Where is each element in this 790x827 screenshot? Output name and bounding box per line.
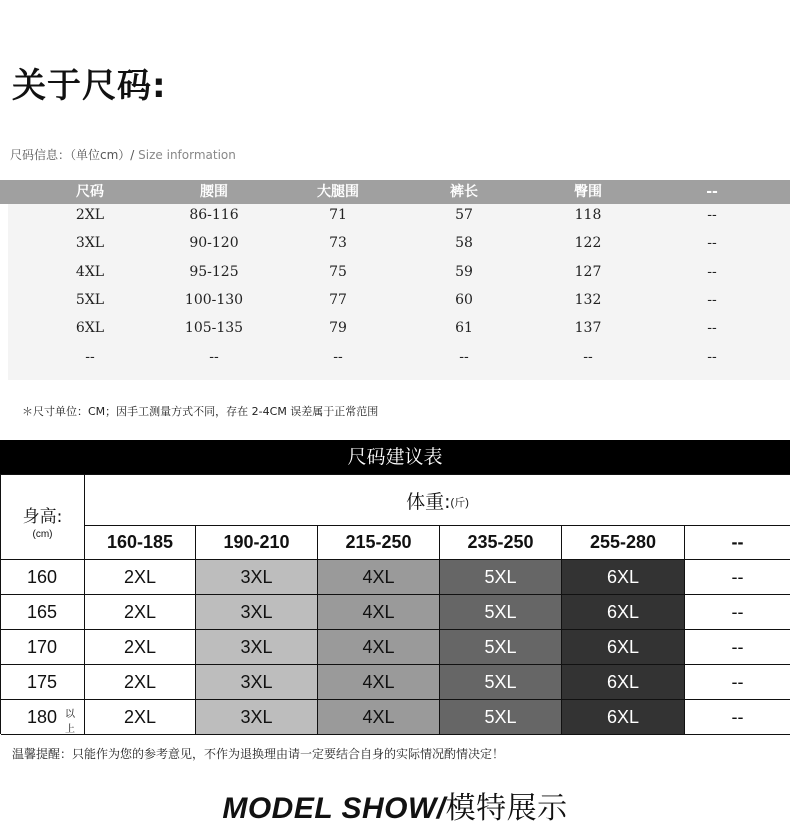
size-chart-cell: 132 [574, 291, 602, 308]
size-info-english: Size information [134, 148, 236, 162]
size-suggestion-cell: 4XL [318, 665, 440, 700]
size-chart-cell: 3XL [75, 235, 105, 252]
weight-range-cell: 235-250 [440, 526, 562, 560]
size-chart-cell: -- [707, 320, 717, 337]
size-chart-cell: 100-130 [184, 291, 244, 308]
height-value: 175 [27, 671, 58, 692]
size-chart-header-cell: -- [706, 184, 718, 200]
size-chart-cell: 61 [455, 320, 473, 337]
weight-unit: (斤) [450, 497, 469, 509]
size-chart-cell: 75 [329, 263, 347, 280]
height-value-cell [1, 700, 85, 735]
size-chart-cell: 95-125 [189, 263, 239, 280]
size-suggestion-cell: -- [685, 630, 790, 665]
size-chart-cell: -- [333, 348, 343, 365]
size-chart-header-cell: 裤长 [450, 184, 478, 200]
size-chart-cell: -- [459, 348, 469, 365]
size-chart-cell: -- [583, 348, 593, 365]
weight-range-cell: 255-280 [562, 526, 685, 560]
size-suggestion-cell: 4XL [318, 595, 440, 630]
size-chart-cell: 86-116 [189, 207, 239, 223]
size-suggestion-cell: 2XL [85, 630, 196, 665]
model-show-cn: 模特展示 [445, 791, 568, 826]
height-value: 160 [27, 566, 58, 587]
size-suggestion-cell: -- [685, 560, 790, 595]
size-chart-cell: -- [707, 263, 717, 280]
height-value: 165 [27, 601, 58, 622]
size-chart-cell: 73 [329, 235, 347, 252]
size-chart-cell: 90-120 [189, 235, 239, 252]
measurement-note: ＊尺寸单位：CM；因手工测量方式不同，存在 2-4CM 误差属于正常范围 [22, 405, 379, 418]
height-label-cell [1, 475, 85, 560]
size-suggestion-cell: 5XL [440, 700, 562, 735]
size-chart-cell: 71 [329, 207, 347, 223]
size-suggestion-cell: 2XL [85, 700, 196, 735]
weight-range-cell: 190-210 [196, 526, 318, 560]
size-info-prefix: 尺码信息：（单位cm）/ [10, 148, 135, 162]
size-suggestion-cell: 3XL [196, 595, 318, 630]
reminder-note: 温馨提醒：只能作为您的参考意见，不作为退换理由请一定要结合自身的实际情况酌情决定！ [12, 747, 505, 761]
size-chart-cell: 5XL [75, 291, 105, 308]
size-chart-header-row [0, 180, 790, 204]
size-chart-cell: -- [209, 348, 219, 365]
height-label: 身高: [22, 507, 63, 527]
size-chart-cell: -- [707, 291, 717, 308]
size-suggestion-cell: 5XL [440, 595, 562, 630]
size-chart-cell: -- [707, 348, 717, 365]
size-chart-header-cell: 臀围 [574, 184, 602, 200]
size-suggestion-cell: 6XL [562, 560, 685, 595]
size-suggestion-cell: 6XL [562, 595, 685, 630]
size-chart-table [0, 180, 790, 380]
size-suggestion-cell: 5XL [440, 560, 562, 595]
size-suggestion-cell: 5XL [440, 630, 562, 665]
size-suggestion-cell: 2XL [85, 560, 196, 595]
height-suffix: 以上 [65, 708, 76, 735]
size-suggestion-cell: 5XL [440, 665, 562, 700]
size-suggestion-cell: 6XL [562, 630, 685, 665]
size-suggestion-cell: 3XL [196, 700, 318, 735]
size-suggestion-cell: 2XL [85, 595, 196, 630]
model-show-heading [0, 783, 790, 827]
size-chart-cell: -- [707, 235, 717, 252]
height-value-cell [1, 665, 85, 700]
size-chart-header-cell: 腰围 [200, 184, 228, 200]
size-suggestion-cell: 4XL [318, 630, 440, 665]
size-chart-body [8, 204, 790, 380]
height-value-cell [1, 560, 85, 595]
size-suggestion-title: 尺码建议表 [0, 440, 790, 474]
size-chart-cell: 137 [574, 320, 602, 337]
size-chart-cell: 57 [455, 207, 473, 223]
size-chart-cell: 127 [574, 263, 602, 280]
size-chart-cell: 60 [455, 291, 473, 308]
weight-label: 体重: [406, 490, 451, 513]
model-show-en: MODEL SHOW/ [222, 792, 446, 825]
height-value: 180 [27, 706, 58, 727]
weight-range-cell: -- [685, 526, 790, 560]
height-value-cell [1, 630, 85, 665]
size-suggestion-cell: -- [685, 665, 790, 700]
size-chart-cell: 105-135 [184, 320, 244, 337]
size-suggestion-grid [0, 474, 790, 734]
size-suggestion-cell: 3XL [196, 665, 318, 700]
size-suggestion-cell: -- [685, 595, 790, 630]
size-chart-cell: 79 [329, 320, 347, 337]
size-chart-cell: -- [85, 348, 95, 365]
size-chart-cell: 2XL [75, 207, 105, 223]
size-chart-cell: 6XL [75, 320, 105, 337]
size-info-caption [10, 146, 236, 163]
size-chart-cell: 58 [455, 235, 473, 252]
size-chart-cell: 77 [329, 291, 347, 308]
page-title: 关于尺码: [12, 66, 167, 106]
size-chart-header-cell: 尺码 [76, 184, 104, 200]
size-suggestion-cell: 6XL [562, 665, 685, 700]
weight-range-cell: 215-250 [318, 526, 440, 560]
height-value-cell [1, 595, 85, 630]
size-chart-cell: 4XL [75, 263, 105, 280]
size-suggestion-cell: 6XL [562, 700, 685, 735]
weight-label-cell [85, 475, 790, 526]
size-chart-cell: 59 [455, 263, 473, 280]
size-suggestion-cell: 3XL [196, 630, 318, 665]
height-value: 170 [27, 636, 58, 657]
size-chart-cell: 122 [574, 235, 602, 252]
size-chart-cell: 118 [574, 207, 602, 223]
size-suggestion-cell: 4XL [318, 560, 440, 595]
height-unit: (cm) [32, 529, 53, 540]
weight-range-cell: 160-185 [85, 526, 196, 560]
size-suggestion-cell: 2XL [85, 665, 196, 700]
size-suggestion-cell: 3XL [196, 560, 318, 595]
size-suggestion-cell: -- [685, 700, 790, 735]
size-suggestion-cell: 4XL [318, 700, 440, 735]
size-chart-cell: -- [707, 207, 717, 223]
size-chart-header-cell: 大腿围 [317, 184, 359, 200]
